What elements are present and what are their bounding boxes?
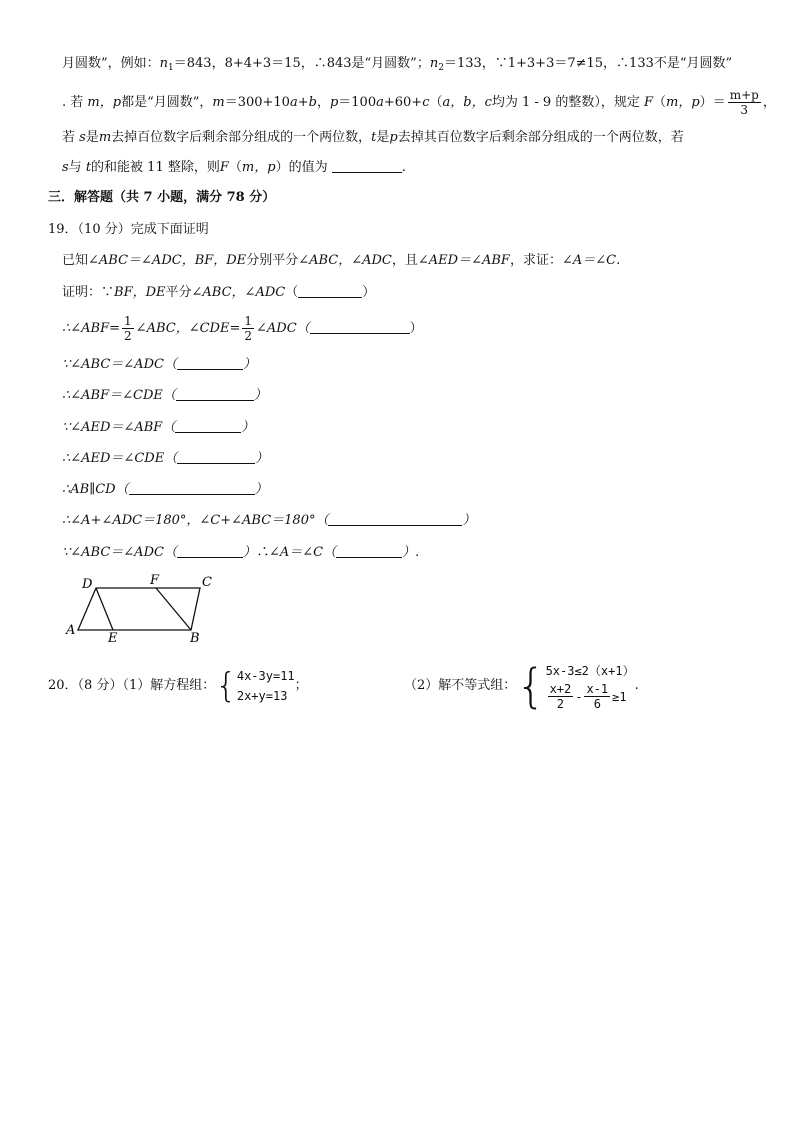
reason-blank-7[interactable] [129, 480, 255, 495]
reason-blank-9[interactable] [177, 543, 243, 558]
label-d: D [82, 577, 93, 592]
q19-proof-line-2 [62, 314, 423, 344]
math: ∴AB∥CD（ [62, 482, 129, 497]
reason-blank-6[interactable] [177, 449, 255, 464]
label-a: A [66, 623, 76, 638]
inequality-system [516, 660, 634, 711]
var: m，p [241, 160, 276, 175]
q18-line-4 [62, 158, 406, 178]
rhs: ≥1 [612, 689, 627, 704]
var: m，p [87, 95, 122, 110]
var: p [329, 95, 339, 110]
text: 均为 1 - 9 的整数），规定 [491, 95, 644, 110]
text: 都是“月圆数”， [121, 95, 213, 110]
denominator: 2 [244, 329, 252, 343]
reason-blank-3[interactable] [177, 355, 243, 370]
math: ∠A＝∠C [561, 253, 617, 268]
equation-rows [237, 666, 295, 706]
math: ∠ABC，∠ADC [191, 285, 286, 300]
parallelogram-abcd [78, 588, 200, 630]
text: ）的值为 [275, 160, 332, 175]
text: 平分 [165, 285, 192, 300]
math: ∠ABC，∠CDE= [135, 321, 241, 336]
segment-bf [156, 588, 191, 630]
q19-header: 19．（10 分）完成下面证明 [48, 222, 209, 237]
equation-2: 2x+y=13 [236, 688, 288, 703]
text: ，且 [391, 253, 418, 268]
fraction [548, 682, 574, 711]
math: ∠ABC＝∠ADC，BF，DE [88, 253, 247, 268]
q20-part1 [48, 664, 308, 708]
segment-de [96, 588, 113, 630]
var-n1: n [159, 56, 169, 71]
math: ∠ADC（ [255, 321, 310, 336]
text: 是 [376, 130, 390, 145]
subscript: 1 [168, 63, 174, 73]
inequality-1: 5x-3≤2（x+1） [545, 664, 635, 678]
minus: - [575, 689, 583, 704]
q19-given [62, 251, 620, 271]
label-e: E [108, 631, 118, 646]
var: a [289, 95, 298, 110]
var: c [422, 95, 430, 110]
math: ∵∠AED＝∠ABF（ [62, 420, 176, 435]
text: ） [255, 451, 269, 466]
label-b: B [190, 631, 200, 646]
q19-proof-line-1 [62, 283, 375, 303]
q19-proof-line-3 [62, 355, 256, 375]
math: ∴∠ABF＝∠CDE（ [62, 388, 176, 403]
text: ＝843，8+4+3＝15，∴843是“月圆数”； [173, 56, 430, 71]
denominator: 2 [556, 697, 565, 711]
numerator: 1 [244, 314, 252, 328]
denominator: 2 [124, 329, 132, 343]
text: ，求证： [509, 253, 562, 268]
q18-line-3 [62, 128, 684, 148]
text: + [297, 95, 309, 110]
math: ∴∠ABF= [62, 321, 121, 336]
numerator: x-1 [586, 682, 609, 696]
fraction-m-plus-p-over-3 [728, 88, 761, 117]
var: t [85, 160, 92, 175]
var: b [308, 95, 317, 110]
text: 去掉百位数字后剩余部分组成的一个两位数， [111, 130, 372, 145]
math: BF，DE [114, 285, 166, 300]
numerator: x+2 [549, 682, 572, 696]
denominator: 3 [740, 103, 749, 117]
text: 是 [85, 130, 99, 145]
inequality-rows [546, 660, 635, 711]
fraction [584, 682, 610, 711]
text: ） [242, 357, 256, 372]
denominator: 6 [593, 697, 601, 711]
q20-part2 [404, 656, 639, 716]
text: . [616, 253, 621, 268]
var: m，p [666, 95, 700, 110]
numerator: m+p [729, 88, 759, 102]
q19-proof-line-8 [62, 511, 476, 531]
q19-proof-line-7 [62, 480, 268, 500]
text: 的和能被 11 整除，则 [91, 160, 220, 175]
q18-line-2 [62, 88, 776, 117]
inequality-2 [546, 682, 635, 711]
text: +60+ [383, 95, 423, 110]
reason-blank-1[interactable] [298, 283, 362, 298]
text: ） [409, 321, 423, 336]
label-f: F [150, 573, 160, 588]
text: （2）解不等式组： [404, 678, 517, 693]
text: （ [653, 95, 667, 110]
var: p [389, 130, 398, 145]
numerator: 1 [124, 314, 132, 328]
var: m [212, 95, 225, 110]
var: m [98, 130, 112, 145]
math: ）∴∠A＝∠C（ [242, 545, 337, 560]
text: （ [228, 160, 242, 175]
text: . [401, 160, 406, 175]
q19-proof-line-4 [62, 386, 267, 406]
q18-line-1 [62, 54, 732, 78]
text: ＝300+10 [224, 95, 290, 110]
var: F [643, 95, 653, 110]
text: ） [362, 285, 376, 300]
text: 若 [62, 130, 80, 145]
equation-1: 4x-3y=11 [236, 668, 295, 683]
text: ）＝ [699, 95, 726, 110]
math: ∠AED＝∠ABF [417, 253, 510, 268]
math: ∵∠ABC＝∠ADC（ [62, 357, 177, 372]
q19-proof-line-6 [62, 449, 268, 469]
label-c: C [202, 575, 212, 590]
text: 去掉其百位数字后剩余部分组成的一个两位数，若 [397, 130, 684, 145]
reason-blank-4[interactable] [176, 386, 254, 401]
var: s [62, 160, 69, 175]
text: （ [429, 95, 443, 110]
text: ）. [402, 545, 420, 560]
text: 月圆数”，例如： [62, 56, 160, 71]
var: s [79, 130, 86, 145]
math: ∴∠AED＝∠CDE（ [62, 451, 178, 466]
text: 与 [68, 160, 86, 175]
text: . 若 [62, 95, 88, 110]
reason-blank-10[interactable] [336, 543, 402, 558]
brace: { [516, 658, 546, 713]
var: t [371, 130, 377, 145]
text: 已知 [62, 253, 89, 268]
text: ＝133，∵1+3+3＝7≠15，∴133不是“月圆数” [443, 56, 733, 71]
text: ， [762, 95, 776, 110]
text: 证明：∵ [62, 285, 115, 300]
text: ） [241, 420, 255, 435]
equation-system [215, 666, 294, 706]
fraction-one-half [122, 314, 134, 343]
answer-blank[interactable] [332, 158, 402, 173]
reason-blank-5[interactable] [175, 418, 241, 433]
reason-blank-2[interactable] [310, 319, 410, 334]
section-heading: 三．解答题（共 7 小题，满分 78 分） [48, 190, 276, 205]
math: ∴∠A+∠ADC＝180°，∠C+∠ABC＝180°（ [62, 513, 329, 528]
text: （ [285, 285, 299, 300]
q19-proof-line-5 [62, 418, 254, 438]
subscript: 2 [438, 63, 444, 73]
parallelogram-figure [62, 572, 222, 648]
text: 分别平分 [246, 253, 299, 268]
text: 20．（8 分）（1）解方程组： [48, 678, 216, 693]
text: ） [254, 482, 268, 497]
var-n2: n [429, 56, 439, 71]
var: a [376, 95, 384, 110]
var: F [219, 160, 229, 175]
text: ， [316, 95, 330, 110]
text: ＝100 [338, 95, 377, 110]
math: ∵∠ABC＝∠ADC（ [62, 545, 177, 560]
math: ∠ABC，∠ADC [298, 253, 392, 268]
q19-proof-line-9 [62, 543, 419, 563]
text: ） [462, 513, 476, 528]
text: . [634, 678, 639, 693]
var: a，b，c [442, 95, 492, 110]
text: ） [253, 388, 267, 403]
fraction-one-half [242, 314, 254, 343]
brace: { [215, 665, 237, 706]
text: ； [294, 678, 308, 693]
reason-blank-8[interactable] [328, 511, 462, 526]
